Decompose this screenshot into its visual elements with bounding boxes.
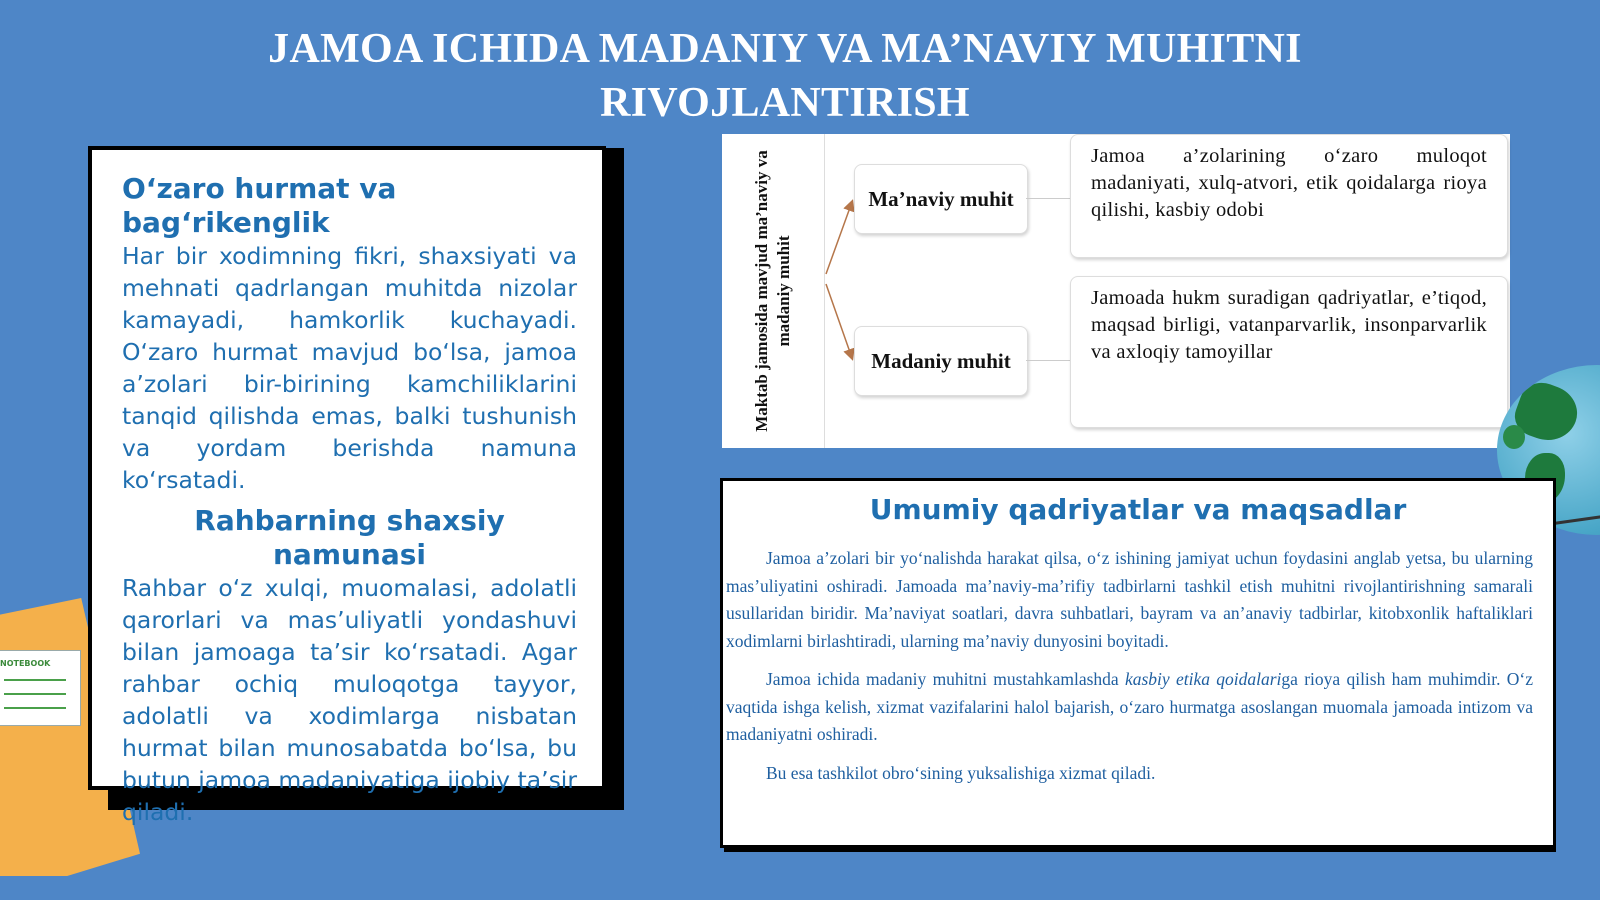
environment-diagram (722, 134, 1510, 448)
values-heading: Umumiy qadriyatlar va maqsadlar (869, 493, 1407, 526)
node-spiritual-label: Ma’naviy muhit (868, 187, 1014, 211)
values-paragraph-2 (726, 666, 1533, 749)
arrow-to-spiritual (826, 202, 852, 274)
node-spiritual-description: Jamoa a’zolarining o‘zaro muloqot madaniyati, xulq-atvori, etik qoidalarga rioya qilishi, kasbiy odobi (1070, 134, 1508, 258)
node-spiritual (854, 164, 1028, 234)
leader-heading: Rahbarning shaxsiy namunasi (194, 504, 505, 571)
node-cultural-description: Jamoada hukm suradigan qadriyatlar, e’tiqod, maqsad birligi, vatanparvarlik, insonparvarlik va axloqiy tamoyillar (1070, 276, 1508, 428)
diagram-root (722, 134, 825, 448)
values-card (720, 478, 1556, 848)
notebook-icon (0, 650, 81, 726)
p2-end: ga rioya qilish ham muhimdir. O‘z vaqtida ishga kelish, xizmat vazifalarini halol bajarish, o‘zaro hurmatga asoslangan muomala jamoada intizom va madaniyatni oshiradi. (726, 669, 1534, 744)
node-cultural (854, 326, 1028, 396)
globe-land (1503, 425, 1525, 449)
slide-title (160, 22, 1410, 130)
node-cultural-label: Madaniy muhit (871, 349, 1011, 373)
arrow-to-cultural (826, 284, 852, 358)
notebook-line (4, 707, 66, 709)
values-paragraph-3: Bu esa tashkilot obro‘sining yuksalishiga xizmat qiladi. (766, 762, 1156, 783)
respect-text: Har bir xodimning fikri, shaxsiyati va mehnati qadrlangan muhitda nizolar kamayadi, hamkorlik kuchayadi. O‘zaro hurmat mavjud bo‘lsa, jamoa a’zolari bir-birining kamchiliklarini tanqid qilishda emas, balki tushunish va yordam berishda namuna ko‘rsatadi. (122, 242, 577, 494)
title-line-1: JAMOA ICHIDA MADANIY VA MA’NAVIY MUHITNI (268, 26, 1302, 72)
connector (1026, 198, 1070, 199)
left-card (88, 146, 606, 826)
respect-heading: O‘zaro hurmat va bag‘rikenglik (122, 172, 397, 239)
p2-italic: kasbiy etika qoidalari (1124, 669, 1282, 689)
notebook-line (4, 679, 66, 681)
connector (1026, 360, 1070, 361)
values-paragraph-1: Jamoa a’zolari bir yo‘nalishda harakat qilsa, o‘z ishining jamiyat uchun foydasini anglab yetsa, bu ularning mas’uliyatini oshiradi. Jamoada ma’naviy-ma’rifiy tadbirlarni tashkil etish muhitni rivojlantirishning samarali usullaridan biridir. Ma’naviyat soatlari, davra suhbatlari, bayram va an’anaviy tadbirlar, kitobxonlik haftaliklari xodimlarni birlashtiradi, ularning ma’naviy dunyosini boyitadi. (726, 548, 1533, 651)
notebook-label: NOTEBOOK (0, 659, 51, 668)
notebook-line (4, 693, 66, 695)
leader-text: Rahbar o‘z xulqi, muomalasi, adolatli qarorlari va mas’uliyatli yondashuvi bilan jamoaga ta’sir ko‘rsatadi. Agar rahbar ochiq muloqotga tayyor, adolatli va xodimlarga nisbatan hurmat bilan munosabatda bo‘lsa, bu butun jamoa madaniyatiga ijobiy ta’sir qiladi. (122, 574, 578, 826)
p2-start: Jamoa ichida madaniy muhitni mustahkamlashda (766, 669, 1125, 689)
title-line-2: RIVOJLANTIRISH (600, 80, 970, 126)
diagram-root-label: Maktab jamosida mavjud ma’naviy va madaniy muhit (752, 150, 793, 432)
